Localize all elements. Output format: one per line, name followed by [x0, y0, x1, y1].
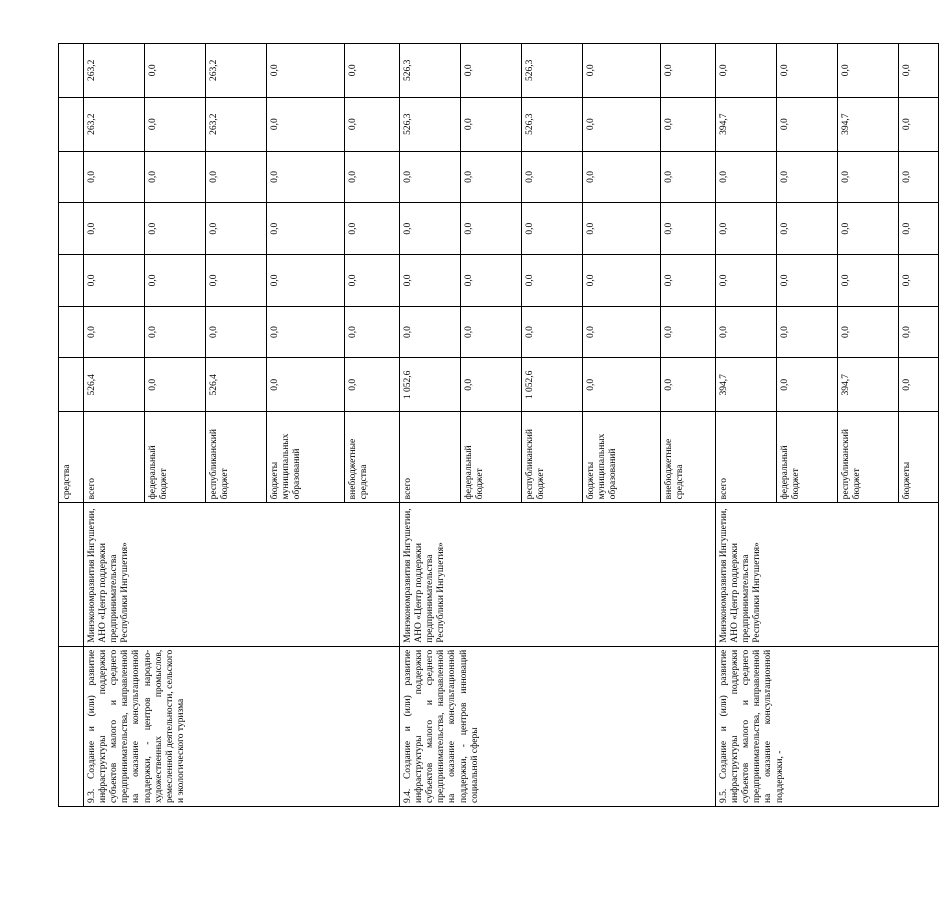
- value-cell: 0,0: [206, 306, 267, 358]
- value-cell: 394,7: [716, 97, 777, 151]
- value-cell: 0,0: [661, 43, 716, 97]
- value-cell: 0,0: [461, 203, 522, 255]
- event-cell: 9.4. Создание и (или) развитие инфраструктуры поддержки субъектов малого и среднего предпринимательства, направленной на оказание консультационной поддержки, - центров инноваций социальной сферы: [400, 646, 716, 806]
- value-cell: 0,0: [899, 358, 939, 412]
- value-cell: 394,7: [838, 97, 899, 151]
- value-cell: 0,0: [716, 255, 777, 307]
- value-cell: 0,0: [145, 358, 206, 412]
- source-cell: федеральный бюджет: [145, 412, 206, 503]
- value-cell: 0,0: [461, 151, 522, 203]
- value-cell: 0,0: [345, 358, 400, 412]
- value-cell: 0,0: [583, 97, 661, 151]
- value-cell: 0,0: [267, 306, 345, 358]
- value-cell: 0,0: [345, 203, 400, 255]
- value-cell: 0,0: [899, 255, 939, 307]
- value-cell: 0,0: [661, 306, 716, 358]
- value-cell: 0,0: [583, 43, 661, 97]
- value-cell: 0,0: [583, 255, 661, 307]
- value-cell: 0,0: [145, 203, 206, 255]
- value-cell: 0,0: [267, 358, 345, 412]
- value-cell: 0,0: [583, 358, 661, 412]
- value-cell: 0,0: [716, 306, 777, 358]
- value-cell: 0,0: [84, 255, 145, 307]
- source-cell: федеральный бюджет: [777, 412, 838, 503]
- value-cell: [59, 203, 84, 255]
- value-cell: 0,0: [777, 97, 838, 151]
- value-cell: 0,0: [838, 306, 899, 358]
- executor-cell: Минэкономразвития Ингушетии, АНО «Центр поддержки предпринимательства Республики Ингушетия»: [716, 503, 939, 646]
- value-cell: 0,0: [777, 306, 838, 358]
- value-cell: 526,3: [400, 97, 461, 151]
- value-cell: 0,0: [84, 151, 145, 203]
- table-row: [716, 1, 777, 807]
- value-cell: 0,0: [267, 203, 345, 255]
- value-cell: 0,0: [838, 151, 899, 203]
- value-cell: 0,0: [400, 151, 461, 203]
- value-cell: 0,0: [145, 306, 206, 358]
- value-cell: 0,0: [267, 43, 345, 97]
- value-cell: 0,0: [345, 306, 400, 358]
- value-cell: 1 052,6: [522, 358, 583, 412]
- value-cell: 263,2: [84, 97, 145, 151]
- source-cell: бюджеты: [899, 412, 939, 503]
- value-cell: 0,0: [661, 358, 716, 412]
- value-cell: 0,0: [145, 97, 206, 151]
- value-cell: 0,0: [777, 358, 838, 412]
- value-cell: 0,0: [777, 255, 838, 307]
- event-cell: [59, 646, 84, 806]
- executor-cell: Минэкономразвития Ингушетии, АНО «Центр поддержки предпринимательства Республики Ингушетия»: [84, 503, 400, 646]
- table-row: [400, 1, 461, 807]
- value-cell: 0,0: [777, 43, 838, 97]
- value-cell: [59, 151, 84, 203]
- value-cell: [59, 306, 84, 358]
- value-cell: [59, 97, 84, 151]
- table-row: [59, 1, 84, 807]
- value-cell: 0,0: [461, 43, 522, 97]
- value-cell: 0,0: [461, 306, 522, 358]
- value-cell: 0,0: [400, 306, 461, 358]
- value-cell: 0,0: [206, 151, 267, 203]
- source-cell: всего: [400, 412, 461, 503]
- value-cell: [59, 255, 84, 307]
- value-cell: 0,0: [345, 255, 400, 307]
- value-cell: 0,0: [400, 203, 461, 255]
- value-cell: 0,0: [267, 97, 345, 151]
- value-cell: 0,0: [345, 97, 400, 151]
- value-cell: 0,0: [522, 151, 583, 203]
- value-cell: 0,0: [716, 43, 777, 97]
- executor-cell: [59, 503, 84, 646]
- value-cell: 0,0: [661, 203, 716, 255]
- value-cell: 0,0: [400, 255, 461, 307]
- value-cell: 1 052,6: [400, 358, 461, 412]
- value-cell: 0,0: [661, 255, 716, 307]
- value-cell: 0,0: [899, 97, 939, 151]
- value-cell: 0,0: [899, 203, 939, 255]
- value-cell: 0,0: [461, 358, 522, 412]
- value-cell: 263,2: [84, 43, 145, 97]
- value-cell: 0,0: [345, 43, 400, 97]
- value-cell: 526,3: [522, 97, 583, 151]
- value-cell: 0,0: [522, 255, 583, 307]
- source-cell: бюджеты муниципальных образований: [583, 412, 661, 503]
- value-cell: 0,0: [583, 203, 661, 255]
- source-cell: всего: [716, 412, 777, 503]
- value-cell: 526,3: [522, 43, 583, 97]
- value-cell: 0,0: [84, 203, 145, 255]
- value-cell: 394,7: [716, 358, 777, 412]
- value-cell: 263,2: [206, 43, 267, 97]
- value-cell: 0,0: [777, 151, 838, 203]
- value-cell: 0,0: [661, 97, 716, 151]
- source-cell: республиканский бюджет: [522, 412, 583, 503]
- value-cell: 0,0: [267, 151, 345, 203]
- value-cell: 0,0: [461, 255, 522, 307]
- value-cell: 0,0: [716, 151, 777, 203]
- value-cell: 0,0: [899, 306, 939, 358]
- value-cell: 0,0: [522, 203, 583, 255]
- value-cell: [59, 358, 84, 412]
- value-cell: 0,0: [522, 306, 583, 358]
- value-cell: 526,4: [206, 358, 267, 412]
- source-cell: всего: [84, 412, 145, 503]
- value-cell: 0,0: [145, 255, 206, 307]
- source-cell: республиканский бюджет: [838, 412, 899, 503]
- table-row: [84, 1, 145, 807]
- value-cell: 0,0: [583, 306, 661, 358]
- value-cell: 526,3: [400, 43, 461, 97]
- value-cell: 0,0: [461, 97, 522, 151]
- value-cell: 0,0: [145, 43, 206, 97]
- value-cell: 0,0: [345, 151, 400, 203]
- value-cell: 0,0: [716, 203, 777, 255]
- source-cell: бюджеты муниципальных образований: [267, 412, 345, 503]
- value-cell: 0,0: [899, 151, 939, 203]
- value-cell: 0,0: [206, 255, 267, 307]
- value-cell: 0,0: [84, 306, 145, 358]
- value-cell: 0,0: [777, 203, 838, 255]
- value-cell: 0,0: [838, 203, 899, 255]
- executor-cell: Минэкономразвития Ингушетии, АНО «Центр поддержки предпринимательства Республики Ингушетия»: [400, 503, 716, 646]
- value-cell: 0,0: [267, 255, 345, 307]
- event-cell: 9.5. Создание и (или) развитие инфраструктуры поддержки субъектов малого и среднего предпринимательства, направленной на оказание консультационной поддержки, -: [716, 646, 939, 806]
- value-cell: 0,0: [899, 43, 939, 97]
- source-cell: федеральный бюджет: [461, 412, 522, 503]
- value-cell: 0,0: [206, 203, 267, 255]
- source-cell: внебюджетные средства: [345, 412, 400, 503]
- source-cell: средства: [59, 412, 84, 503]
- value-cell: 263,2: [206, 97, 267, 151]
- source-cell: республиканский бюджет: [206, 412, 267, 503]
- value-cell: 526,4: [84, 358, 145, 412]
- value-cell: 0,0: [583, 151, 661, 203]
- value-cell: 0,0: [838, 255, 899, 307]
- value-cell: [59, 43, 84, 97]
- value-cell: 0,0: [838, 43, 899, 97]
- budget-table: [58, 0, 939, 807]
- source-cell: внебюджетные средства: [661, 412, 716, 503]
- value-cell: 0,0: [145, 151, 206, 203]
- value-cell: 394,7: [838, 358, 899, 412]
- value-cell: 0,0: [661, 151, 716, 203]
- event-cell: 9.3. Создание и (или) развитие инфраструктуры поддержки субъектов малого и среднего предпринимательства, направленной на оказание консультационной поддержки, - центров народно-художественных промыслов, ремесленной деятельности, сельского и экологического туризма: [84, 646, 400, 806]
